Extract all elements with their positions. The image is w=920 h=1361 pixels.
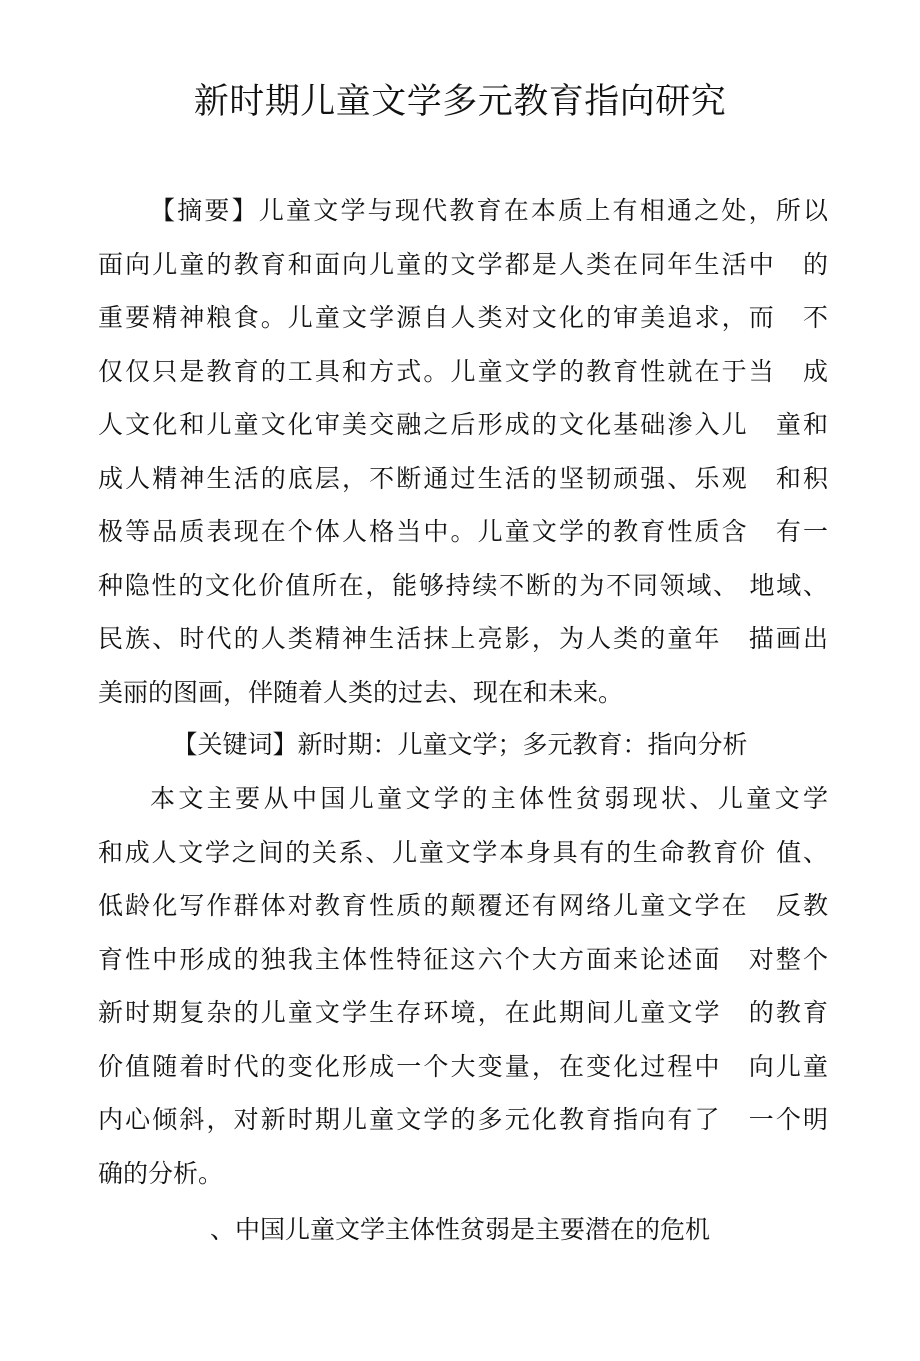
abstract-line: 民族、时代的人类精神生活抹上亮影，为人类的童年 描画出 — [98, 624, 828, 653]
keywords-line: 【关键词】新时期：儿童文学；多元教育：指向分析 — [172, 730, 748, 759]
abstract-line: 仅仅只是教育的工具和方式。儿童文学的教育性就在于当 成 — [98, 356, 828, 386]
intro-line: 本文主要从中国儿童文学的主体性贫弱现状、儿童文学 — [150, 784, 828, 813]
intro-paragraph — [98, 772, 828, 1200]
abstract-line: 成人精神生活的底层，不断通过生活的坚韧顽强、乐观 和积 — [98, 463, 828, 493]
abstract-line: 种隐性的文化价值所在，能够持续不断的为不同领域、 地域、 — [98, 570, 828, 600]
intro-line: 内心倾斜，对新时期儿童文学的多元化教育指向有了 一个明 — [98, 1105, 828, 1134]
section-heading: 、中国儿童文学主体性贫弱是主要潜在的危机 — [209, 1215, 710, 1244]
intro-line: 价值随着时代的变化形成一个大变量，在变化过程中 向儿童 — [98, 1051, 828, 1081]
abstract-line: 人文化和儿童文化审美交融之后形成的文化基础渗入儿 童和 — [98, 410, 828, 439]
document-title: 新时期儿童文学多元教育指向研究 — [193, 82, 727, 122]
abstract-line: 【摘要】儿童文学与现代教育在本质上有相通之处，所以 — [150, 196, 828, 225]
abstract-line: 极等品质表现在个体人格当中。儿童文学的教育性质含 有一 — [98, 517, 828, 546]
intro-line: 新时期复杂的儿童文学生存环境，在此期间儿童文学 的教育 — [98, 998, 828, 1027]
intro-line: 低龄化写作群体对教育性质的颠覆还有网络儿童文学在 反教 — [98, 891, 828, 920]
abstract-paragraph — [98, 184, 828, 719]
intro-line: 育性中形成的独我主体性特征这六个大方面来论述面 对整个 — [98, 944, 828, 974]
intro-line: 和成人文学之间的关系、儿童文学本身具有的生命教育价 值、 — [98, 837, 828, 867]
intro-line: 确的分析。 — [98, 1158, 224, 1188]
abstract-line: 美丽的图画，伴随着人类的过去、现在和未来。 — [98, 677, 624, 707]
abstract-line: 面向儿童的教育和面向儿童的文学都是人类在同年生活中 的 — [98, 249, 828, 279]
abstract-line: 重要精神粮食。儿童文学源自人类对文化的审美追求，而 不 — [98, 303, 828, 332]
